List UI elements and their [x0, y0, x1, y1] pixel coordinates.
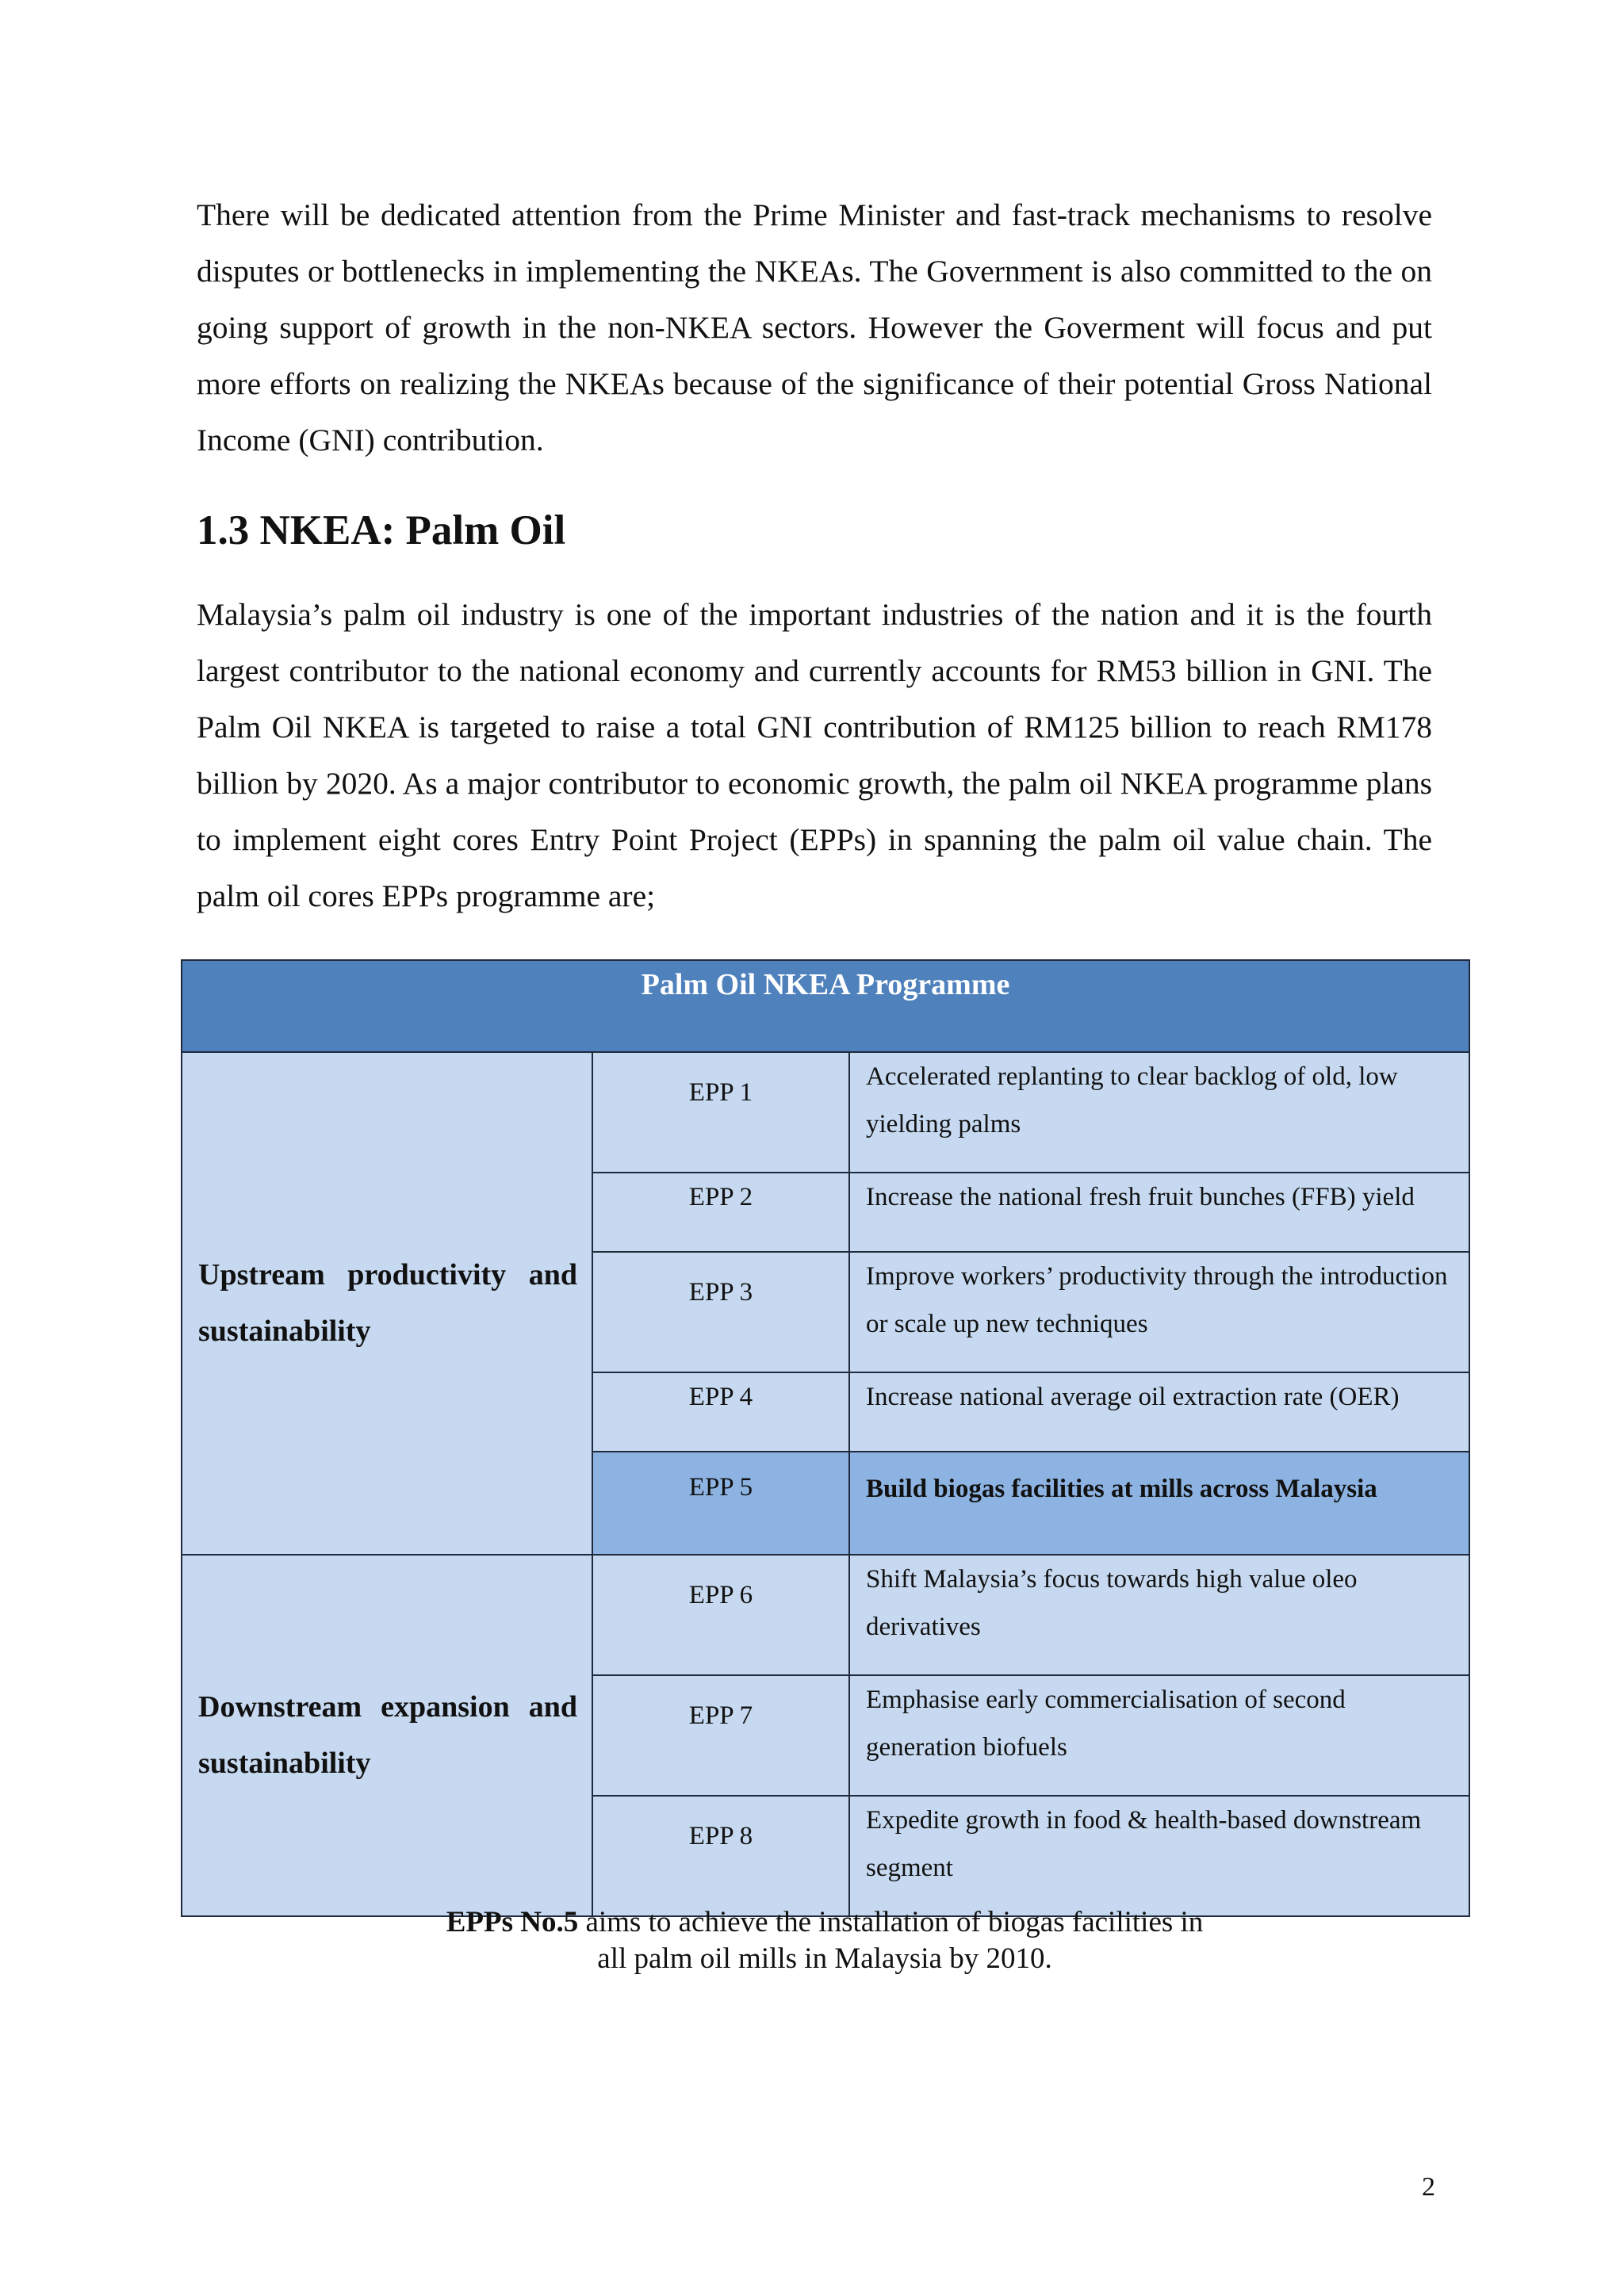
- table-row: [182, 1555, 1469, 1675]
- intro-paragraph: There will be dedicated attention from the Prime Minister and fast-track mechanisms to resolve disputes or bottlenecks in implementing the NKEAs. The Government is also committed to the on going support of growth in the non-NKEA sectors. However the Goverment will focus and put more efforts on realizing the NKEAs because of the significance of their potential Gross National Income (GNI) contribution.: [197, 197, 1432, 457]
- table-header-row: [182, 960, 1469, 1052]
- caption-line-1-rest: aims to achieve the installation of biogas facilities in: [578, 1906, 1204, 1938]
- palm-oil-nkea-table: [181, 959, 1470, 1917]
- epp-id: EPP 4: [592, 1372, 849, 1452]
- epp-description: Emphasise early commercialisation of second generation biofuels: [849, 1675, 1469, 1796]
- epp-description: Accelerated replanting to clear backlog of old, low yielding palms: [849, 1052, 1469, 1173]
- epp-description: Increase the national fresh fruit bunches (FFB) yield: [849, 1173, 1469, 1252]
- table-row: [182, 1052, 1469, 1173]
- category-upstream: Upstream productivity and sustainability: [182, 1052, 592, 1555]
- page-number: 2: [1422, 2172, 1435, 2202]
- category-downstream: Downstream expansion and sustainability: [182, 1555, 592, 1916]
- caption-line-1: [181, 1904, 1469, 1941]
- epp-description: Build biogas facilities at mills across Malaysia: [849, 1452, 1469, 1555]
- epp-id: EPP 5: [592, 1452, 849, 1555]
- epp-id: EPP 8: [592, 1796, 849, 1916]
- epp-description: Increase national average oil extraction rate (OER): [849, 1372, 1469, 1452]
- palm-oil-paragraph: Malaysia’s palm oil industry is one of the important industries of the nation and it is the fourth largest contributor to the national economy and currently accounts for RM53 billion in GNI. The Palm Oil NKEA is targeted to raise a total GNI contribution of RM125 billion to reach RM178 billion by 2020. As a major contributor to economic growth, the palm oil NKEA programme plans to implement eight cores Entry Point Project (EPPs) in spanning the palm oil value chain. The palm oil cores EPPs programme are;: [197, 597, 1432, 913]
- caption-line-2: all palm oil mills in Malaysia by 2010.: [597, 1942, 1052, 1975]
- caption-bold: EPPs No.5: [446, 1906, 579, 1938]
- epp-id: EPP 2: [592, 1173, 849, 1252]
- epp-description: Shift Malaysia’s focus towards high value oleo derivatives: [849, 1555, 1469, 1675]
- epp-id: EPP 6: [592, 1555, 849, 1675]
- epp-id: EPP 7: [592, 1675, 849, 1796]
- epp-description: Improve workers’ productivity through the introduction or scale up new techniques: [849, 1252, 1469, 1372]
- epp-id: EPP 1: [592, 1052, 849, 1173]
- epp-id: EPP 3: [592, 1252, 849, 1372]
- epp-description: Expedite growth in food & health-based downstream segment: [849, 1796, 1469, 1916]
- section-heading: 1.3 NKEA: Palm Oil: [197, 507, 566, 553]
- table-title: Palm Oil NKEA Programme: [182, 960, 1469, 1052]
- table-caption: [181, 1904, 1469, 1977]
